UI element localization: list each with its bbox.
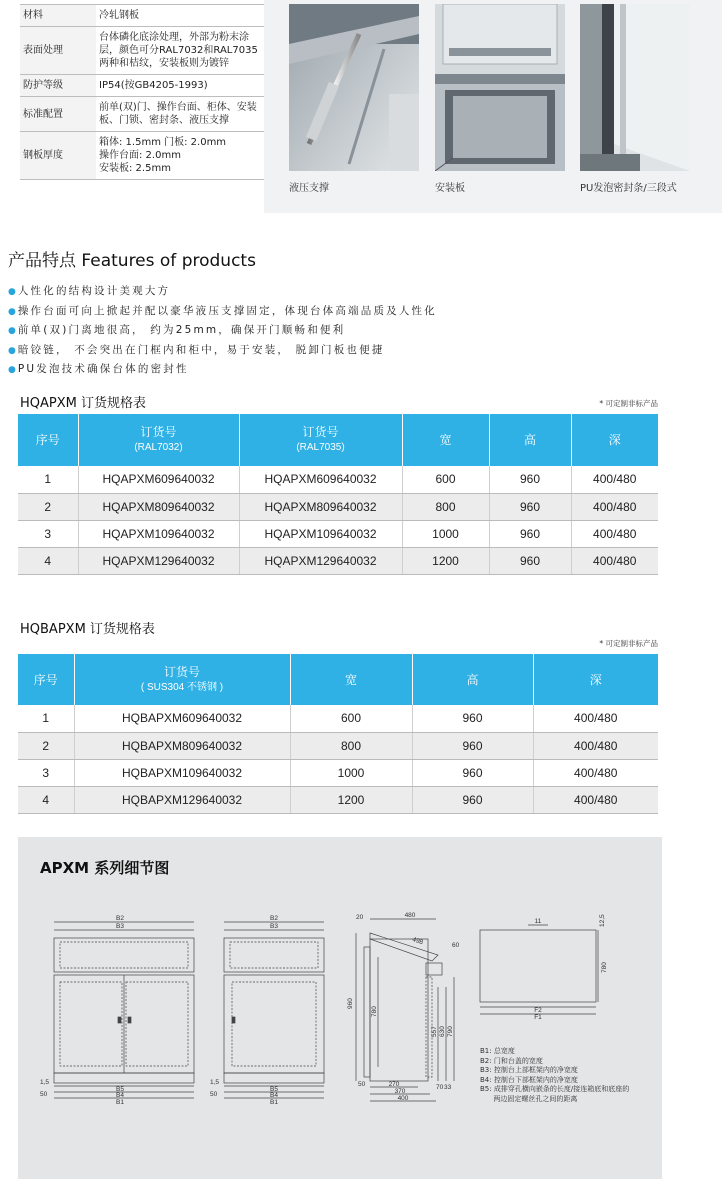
spec-row <box>20 132 264 180</box>
photo-mounting-plate <box>435 4 565 194</box>
table-cell: 960 <box>489 466 571 493</box>
spec-row <box>20 75 264 97</box>
dim-20: 20 <box>356 914 364 921</box>
table-cell: 1200 <box>402 547 489 574</box>
bullet-icon: ● <box>8 306 16 317</box>
spec-row <box>20 97 264 132</box>
th-height: 高 <box>489 414 571 466</box>
dim-630: 630 <box>439 1026 446 1037</box>
bullet-icon: ● <box>8 287 16 297</box>
legend-line: B1: 总宽度 <box>480 1047 515 1055</box>
bullet-icon: ● <box>8 365 16 375</box>
dim-370: 370 <box>394 1088 406 1095</box>
table-cell: HQBAPXM109640032 <box>74 759 290 786</box>
dim-480: 480 <box>404 912 416 919</box>
feature-item <box>8 341 437 361</box>
th-height: 高 <box>412 654 533 705</box>
table-cell: 960 <box>489 493 571 520</box>
table-row <box>18 520 658 547</box>
table-cell: 1 <box>18 466 78 493</box>
table-row <box>18 759 658 786</box>
dim-60: 60 <box>452 942 460 949</box>
th-width: 宽 <box>290 654 412 705</box>
photo-caption: PU发泡密封条/三段式 <box>580 183 677 194</box>
dim-70: 70 <box>436 1084 444 1091</box>
table-cell: 400/480 <box>533 786 658 813</box>
table-cell: HQBAPXM609640032 <box>74 705 290 732</box>
spec-row <box>20 5 264 27</box>
table-cell: 800 <box>402 493 489 520</box>
table-cell: HQAPXM129640032 <box>78 547 239 574</box>
spec-key: 钢板厚度 <box>20 132 96 180</box>
legend-line: B5: 成排穿孔横向嵌条的长度/接连箱底和底座的 <box>480 1085 630 1093</box>
th-width: 宽 <box>402 414 489 466</box>
table-cell: 1200 <box>290 786 412 813</box>
table2 <box>18 654 658 814</box>
spec-key: 标准配置 <box>20 97 96 132</box>
dim-b2: B2 <box>116 915 124 922</box>
dim-11: 11 <box>534 918 542 925</box>
bullet-icon: ● <box>8 326 16 336</box>
table-cell: 400/480 <box>533 732 658 759</box>
th-depth: 深 <box>533 654 658 705</box>
table-cell: 4 <box>18 547 78 574</box>
table-cell: 400/480 <box>533 759 658 786</box>
table-row <box>18 732 658 759</box>
photo-pu-seal <box>580 4 710 194</box>
spec-value: 台体磷化底涂处理，外部为粉末涂层，颜色可分RAL7032和RAL7035两种和桔纹，安装板则为镀锌 <box>96 27 264 75</box>
table-cell: 2 <box>18 732 74 759</box>
dim-33: 33 <box>444 1084 452 1091</box>
feature-text: PU发泡技术确保台体的密封性 <box>17 363 189 375</box>
table-cell: HQAPXM109640032 <box>239 520 402 547</box>
table-cell: 960 <box>412 732 533 759</box>
spec-value: 冷轧钢板 <box>96 5 264 27</box>
dim-50: 50 <box>210 1091 218 1098</box>
table-cell: 800 <box>290 732 412 759</box>
table-cell: 1 <box>18 705 74 732</box>
table-cell: 960 <box>489 547 571 574</box>
table-cell: HQAPXM809640032 <box>239 493 402 520</box>
legend-line: B4: 控制台下部框架内的净宽度 <box>480 1075 578 1084</box>
front-view-single <box>224 922 324 1098</box>
table-cell: HQAPXM129640032 <box>239 547 402 574</box>
dim-b4: B4 <box>116 1092 124 1099</box>
table-cell: HQAPXM609640032 <box>239 466 402 493</box>
features-list <box>8 282 437 380</box>
spec-table <box>20 4 264 180</box>
drawing-legend <box>480 1047 629 1104</box>
dim-780-top: 780 <box>601 962 608 973</box>
table-cell: 960 <box>489 520 571 547</box>
bullet-icon: ● <box>8 345 16 356</box>
technical-drawing <box>18 837 662 1179</box>
dim-b5: B5 <box>270 1086 278 1093</box>
legend-line: 两边固定螺丝孔之间的距离 <box>480 1094 578 1103</box>
table-cell: 1000 <box>402 520 489 547</box>
dim-400: 400 <box>397 1095 409 1102</box>
table-cell: HQAPXM609640032 <box>78 466 239 493</box>
th-order: 订货号 ( SUS304 不锈钢 ) <box>74 654 290 705</box>
dim-498: 498 <box>411 936 424 947</box>
features-title: 产品特点 Features of products <box>8 251 256 271</box>
dim-b2: B2 <box>270 915 278 922</box>
feature-item <box>8 282 437 302</box>
spec-key: 材料 <box>20 5 96 27</box>
dim-b1: B1 <box>116 1099 124 1106</box>
dim-1-5: 1,5 <box>40 1079 50 1086</box>
table-cell: 960 <box>412 786 533 813</box>
table-cell: 400/480 <box>571 547 658 574</box>
table-cell: 1000 <box>290 759 412 786</box>
table-cell: HQAPXM809640032 <box>78 493 239 520</box>
feature-text: 暗铰链， 不会突出在门框内和柜中，易于安装， 脱卸门板也便捷 <box>17 343 385 356</box>
dim-b5: B5 <box>116 1086 124 1093</box>
table1 <box>18 414 658 575</box>
feature-item <box>8 302 437 322</box>
table-cell: 400/480 <box>571 493 658 520</box>
dim-50: 50 <box>40 1091 48 1098</box>
th-order-b: 订货号 (RAL7035) <box>239 414 402 466</box>
dim-960: 960 <box>347 998 354 1009</box>
table-cell: 400/480 <box>571 520 658 547</box>
dim-790: 790 <box>447 1026 454 1037</box>
table-row <box>18 466 658 493</box>
feature-text: 前单(双)门离地很高， 约为25mm，确保开门顺畅和便利 <box>17 324 346 336</box>
dim-50-side: 50 <box>358 1081 366 1088</box>
dim-270: 270 <box>388 1081 400 1088</box>
table-cell: 4 <box>18 786 74 813</box>
spec-key: 防护等级 <box>20 75 96 97</box>
table-cell: HQBAPXM809640032 <box>74 732 290 759</box>
top-view <box>480 925 598 1014</box>
spec-key: 表面处理 <box>20 27 96 75</box>
dim-b3: B3 <box>116 923 124 930</box>
th-order-a: 订货号 (RAL7032) <box>78 414 239 466</box>
drawing-title: APXM 系列细节图 <box>40 859 170 877</box>
dim-f2: F2 <box>534 1007 542 1014</box>
table-cell: 600 <box>290 705 412 732</box>
table1-title: HQAPXM 订货规格表 <box>20 396 146 411</box>
legend-line: B2: 门和台盖的宽度 <box>480 1056 543 1065</box>
dim-780: 780 <box>371 1006 378 1017</box>
feature-text: 操作台面可向上掀起并配以豪华液压支撑固定，体现台体高端品质及人性化 <box>17 304 437 317</box>
table-cell: 2 <box>18 493 78 520</box>
legend-line: B3: 控制台上部框架内的净宽度 <box>480 1066 578 1074</box>
spec-value: 箱体: 1.5mm 门板: 2.0mm 操作台面: 2.0mm 安装板: 2.5mm <box>96 132 264 180</box>
table-row <box>18 493 658 520</box>
feature-item <box>8 360 437 380</box>
spec-value: 前单(双)门、操作台面、柜体、安装板、门锁、密封条、液压支撑 <box>96 97 264 132</box>
table-cell: HQBAPXM129640032 <box>74 786 290 813</box>
dim-b1: B1 <box>270 1099 278 1106</box>
dim-b4: B4 <box>270 1092 278 1099</box>
photo-caption: 安装板 <box>435 183 465 194</box>
table-row <box>18 547 658 574</box>
drawing-panel <box>18 837 662 1179</box>
feature-item <box>8 321 437 341</box>
table-cell: 3 <box>18 520 78 547</box>
dim-12-5: 12,5 <box>599 914 606 927</box>
dim-b3: B3 <box>270 923 278 930</box>
table2-title: HQBAPXM 订货规格表 <box>20 622 155 637</box>
dim-f1: F1 <box>534 1014 542 1021</box>
table-cell: 600 <box>402 466 489 493</box>
table-cell: 960 <box>412 759 533 786</box>
th-depth: 深 <box>571 414 658 466</box>
table-cell: HQAPXM109640032 <box>78 520 239 547</box>
dim-1-5: 1,5 <box>210 1079 220 1086</box>
photo-hydraulic-support <box>289 4 419 194</box>
feature-text: 人性化的结构设计美观大方 <box>17 285 171 297</box>
table-cell: 400/480 <box>571 466 658 493</box>
table1-note: * 可定制非标产品 <box>599 399 658 408</box>
th-no: 序号 <box>18 414 78 466</box>
table-row <box>18 786 658 813</box>
table-cell: 400/480 <box>533 705 658 732</box>
table2-note: * 可定制非标产品 <box>599 639 658 648</box>
th-no: 序号 <box>18 654 74 705</box>
spec-value: IP54(按GB4205-1993) <box>96 75 264 97</box>
front-view-double <box>54 922 194 1098</box>
photo-caption: 液压支撑 <box>289 183 329 194</box>
spec-row <box>20 27 264 75</box>
table-row <box>18 705 658 732</box>
table-cell: 960 <box>412 705 533 732</box>
table-cell: 3 <box>18 759 74 786</box>
dim-557: 557 <box>431 1026 438 1037</box>
